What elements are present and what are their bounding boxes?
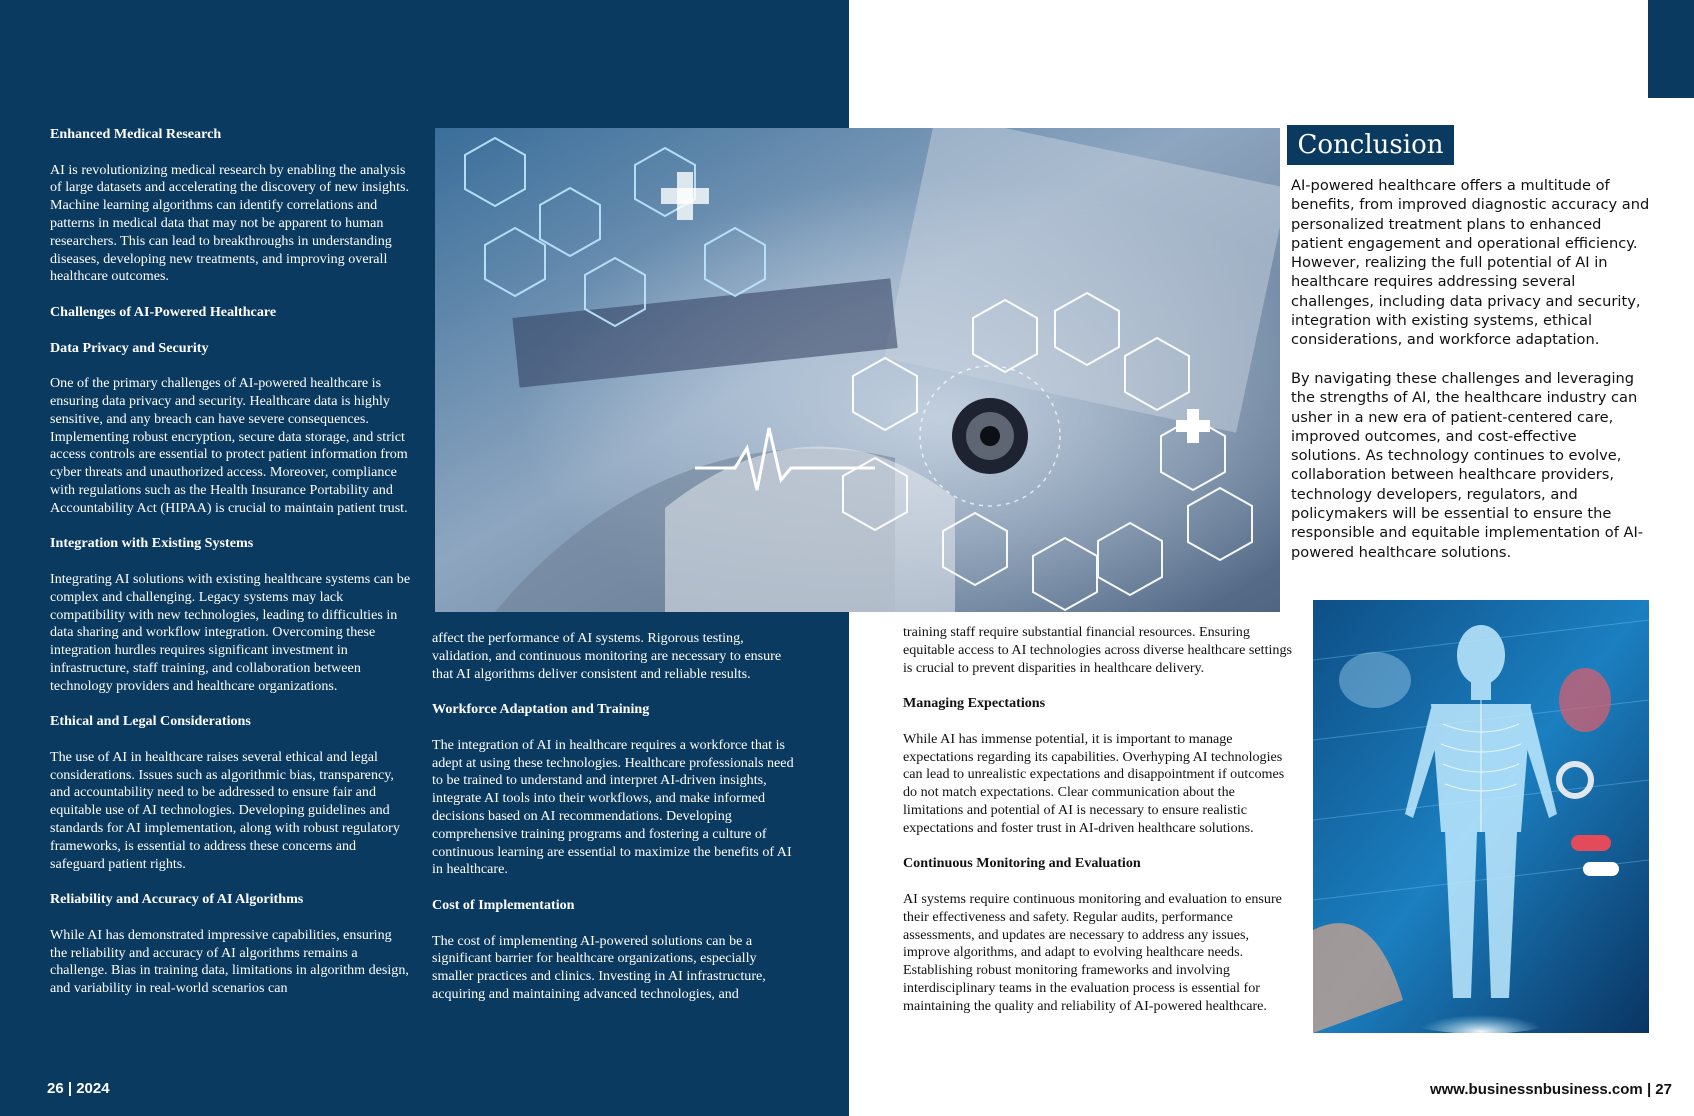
conclusion-paragraph: By navigating these challenges and leveraging the strengths of AI, the healthcare industry can usher in a new era of patient-centered care, improved outcomes, and cost-effective solutions. As technology continues to evolve, collaboration between healthcare providers, technology developers, regulators, and policymakers will be essential to ensure the responsible and equitable implementation of AI-powered healthcare solutions.	[1291, 369, 1644, 561]
section-heading: Managing Expectations	[903, 695, 1046, 712]
section-heading: Data Privacy and Security	[50, 339, 209, 356]
section-heading: Continuous Monitoring and Evaluation	[903, 855, 1141, 872]
conclusion-text	[1291, 176, 1651, 581]
conclusion-heading: Conclusion	[1287, 125, 1454, 165]
section-heading: Ethical and Legal Considerations	[50, 713, 251, 730]
body-paragraph: Integrating AI solutions with existing healthcare systems can be complex and challenging. Legacy systems may lack compatibility with new technologies, leading to difficulties in data sharing and workflow integration. Overcoming these integration hurdles requires significant investment in infrastructure, staff training, and collaboration between technology providers and healthcare organizations.	[50, 570, 411, 694]
body-paragraph: While AI has immense potential, it is important to manage expectations regarding its capabilities. Overhyping AI technologies can lead to unrealistic expectations and disappointment if outcomes do not match expectations. Clear communication about the limitations and potential of AI is necessary to ensure realistic expectations and foster trust in AI-driven healthcare solutions.	[903, 730, 1285, 836]
human-anatomy-image	[1313, 600, 1649, 1033]
corner-tab	[1648, 0, 1694, 98]
body-paragraph: AI is revolutionizing medical research by enabling the analysis of large datasets and accelerating the discovery of new insights. Machine learning algorithms can identify correlations and patterns in medical data that may not be apparent to human researchers. This can lead to breakthroughs in understanding diseases, developing new treatments, and improving overall healthcare outcomes.	[50, 161, 410, 285]
body-paragraph: While AI has demonstrated impressive capabilities, ensuring the reliability and accuracy of AI algorithms remains a challenge. Bias in training data, limitations in algorithm design, and variability in real-world scenarios can	[50, 926, 409, 997]
body-paragraph: The use of AI in healthcare raises several ethical and legal considerations. Issues such as algorithmic bias, transparency, and accountability need to be addressed to ensure fair and equitable use of AI technologies. Developing guidelines and standards for AI implementation, along with robust regulatory frameworks, is essential to address these concerns and safeguard patient rights.	[50, 748, 400, 872]
page-number-left: 26 | 2024	[47, 1080, 110, 1097]
column-2	[432, 630, 796, 1022]
conclusion-paragraph: AI-powered healthcare offers a multitude of benefits, from improved diagnostic accuracy and personalized treatment plans to enhanced patient engagement and operational efficiency. However, realizing the full potential of AI in healthcare requires addressing several challenges, including data privacy and security, integration with existing systems, ethical considerations, and workforce adaptation.	[1291, 177, 1650, 349]
section-heading: Challenges of AI-Powered Healthcare	[50, 303, 277, 320]
body-paragraph: training staff require substantial financial resources. Ensuring equitable access to AI technologies across diverse healthcare settings is crucial to prevent disparities in healthcare delivery.	[903, 624, 1293, 676]
body-paragraph: The integration of AI in healthcare requires a workforce that is adept at using these technologies. Healthcare professionals need to be trained to understand and interpret AI-driven insights, integrate AI tools into their workflows, and make informed decisions based on AI recommendations. Developing comprehensive training programs and fostering a culture of continuous learning are essential to maximize the benefits of AI in healthcare.	[432, 736, 794, 878]
body-paragraph: AI systems require continuous monitoring and evaluation to ensure their effectiveness and safety. Regular audits, performance assessments, and updates are necessary to address any issues, improve algorithms, and adapt to evolving healthcare needs. Establishing robust monitoring frameworks and involving interdisciplinary teams in the evaluation process is essential for maintaining the quality and reliability of AI-powered healthcare.	[903, 890, 1282, 1014]
section-heading: Reliability and Accuracy of AI Algorithms	[50, 891, 304, 908]
section-heading: Cost of Implementation	[432, 896, 575, 913]
section-heading: Enhanced Medical Research	[50, 126, 222, 142]
hero-image-medical-technology	[435, 128, 1280, 612]
column-3	[903, 624, 1294, 1033]
body-paragraph: affect the performance of AI systems. Rigorous testing, validation, and continuous monitoring are necessary to ensure that AI algorithms deliver consistent and reliable results.	[432, 630, 782, 682]
body-paragraph: The cost of implementing AI-powered solutions can be a significant barrier for healthcare organizations, especially smaller practices and clinics. Investing in AI infrastructure, acquiring and maintaining advanced technologies, and	[432, 932, 766, 1002]
section-heading: Integration with Existing Systems	[50, 535, 254, 552]
body-paragraph: One of the primary challenges of AI-powered healthcare is ensuring data privacy and security. Healthcare data is highly sensitive, and any breach can have severe consequences. Implementing robust encryption, secure data storage, and strict access controls are essential to protect patient information from cyber threats and unauthorized access. Moreover, compliance with regulations such as the Health Insurance Portability and Accountability Act (HIPAA) is crucial to maintain patient trust.	[50, 375, 408, 516]
website-and-page-number: www.businessnbusiness.com | 27	[1429, 1081, 1672, 1098]
column-1	[50, 126, 412, 1016]
section-heading: Workforce Adaptation and Training	[432, 701, 650, 718]
